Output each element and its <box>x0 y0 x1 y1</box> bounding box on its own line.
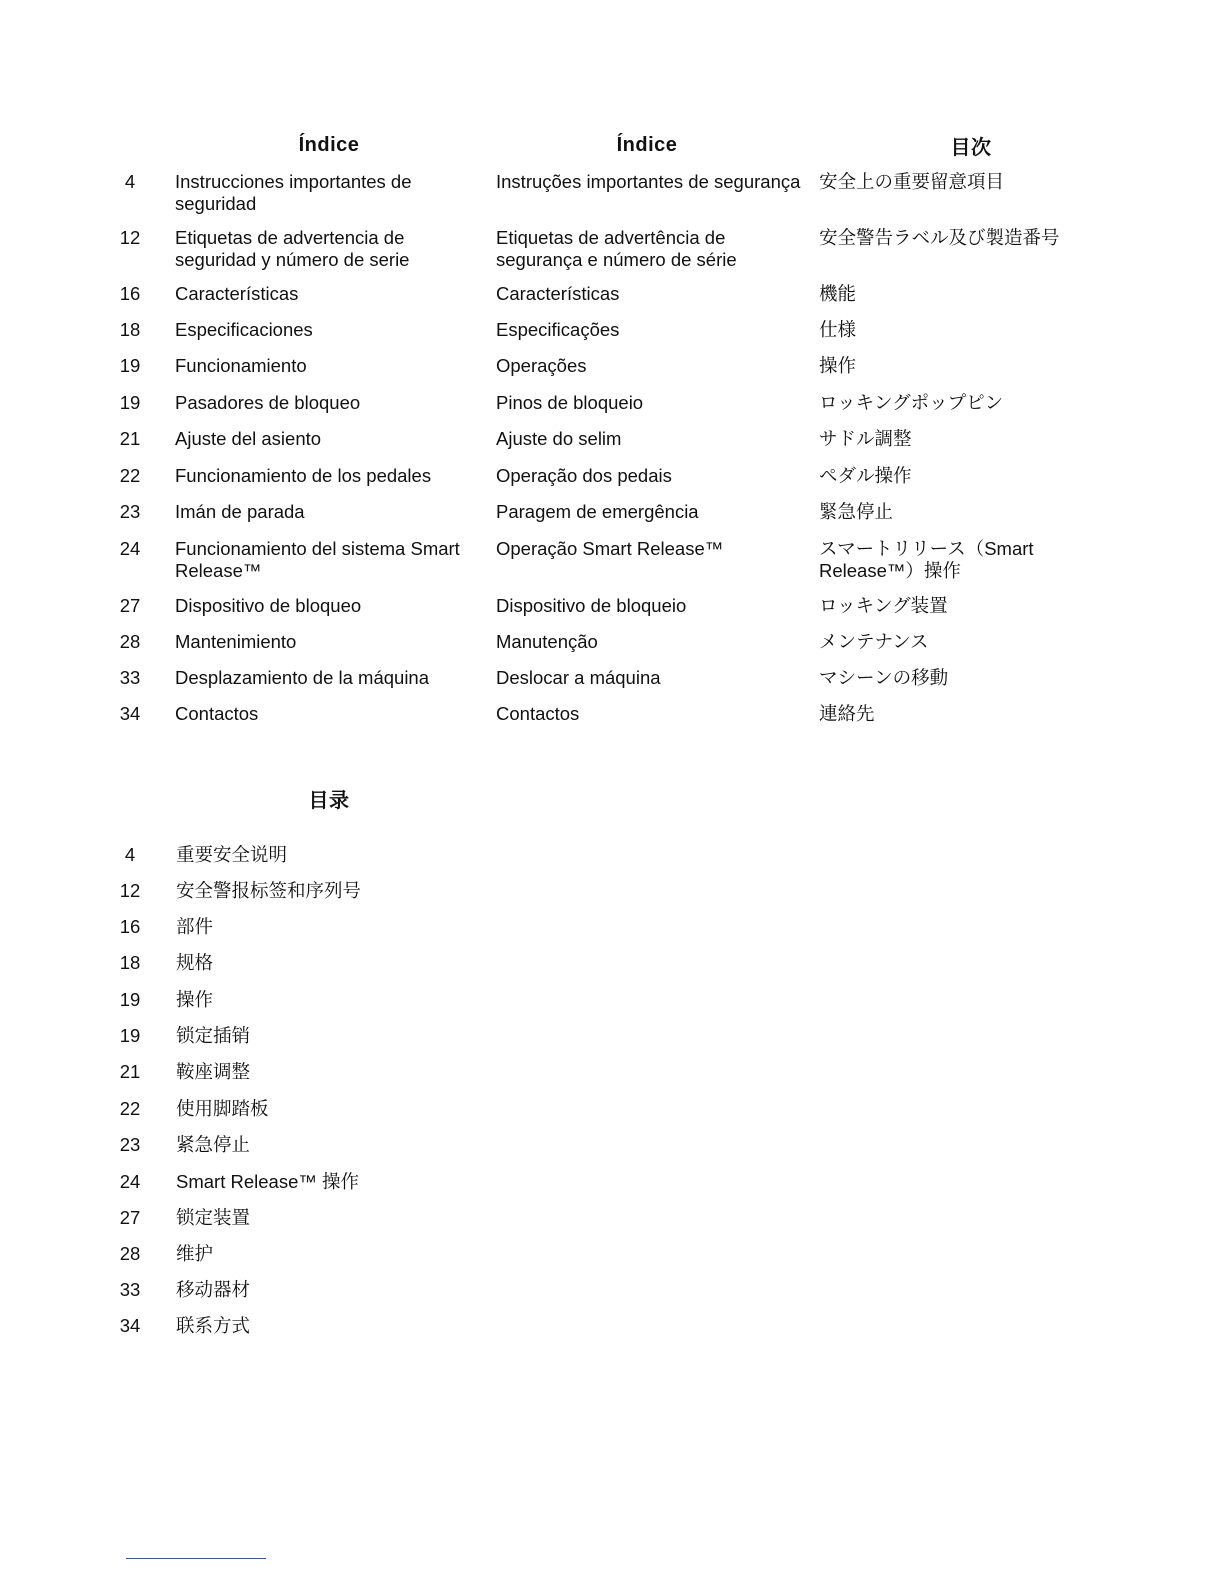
spanish-entry: Etiquetas de advertencia de seguridad y número de serie <box>175 227 410 270</box>
chinese-index-heading: 目录 <box>308 790 350 812</box>
portuguese-entry: Pinos de bloqueio <box>496 392 644 413</box>
spanish-entry: Funcionamiento del sistema Smart Release™ <box>175 538 460 581</box>
portuguese-entry: Paragem de emergência <box>496 501 699 522</box>
page-number: 27 <box>119 595 141 616</box>
chinese-entry: 联系方式 <box>176 1315 251 1336</box>
japanese-entry: ペダル操作 <box>819 465 912 486</box>
spanish-entry: Desplazamiento de la máquina <box>175 667 430 688</box>
portuguese-entry: Especificações <box>496 319 620 340</box>
chinese-entry: 维护 <box>176 1243 214 1264</box>
portuguese-entry: Operações <box>496 355 587 376</box>
japanese-entry: マシーンの移動 <box>819 667 949 688</box>
portuguese-entry: Deslocar a máquina <box>496 667 661 688</box>
japanese-entry: ロッキングポップピン <box>819 392 1004 413</box>
page-number: 21 <box>119 428 141 449</box>
portuguese-entry: Ajuste do selim <box>496 428 622 449</box>
chinese-entry: 规格 <box>176 952 214 973</box>
spanish-entry: Instrucciones importantes de seguridad <box>175 171 412 214</box>
portuguese-entry: Instruções importantes de segurança <box>496 171 801 192</box>
chinese-entry: 安全警报标签和序列号 <box>176 880 362 901</box>
page-number: 4 <box>124 844 136 865</box>
chinese-entry: 部件 <box>176 916 214 937</box>
chinese-entry: Smart Release™ 操作 <box>176 1171 359 1192</box>
chinese-entry: 鞍座调整 <box>176 1061 251 1082</box>
spanish-entry: Mantenimiento <box>175 631 297 652</box>
portuguese-entry: Manutenção <box>496 631 598 652</box>
spanish-entry: Funcionamiento de los pedales <box>175 465 432 486</box>
chinese-entry: 操作 <box>176 989 214 1010</box>
page-number: 27 <box>119 1207 141 1228</box>
page-number: 22 <box>119 465 141 486</box>
page-number: 18 <box>119 319 141 340</box>
chinese-entry: 锁定装置 <box>176 1207 251 1228</box>
japanese-entry: サドル調整 <box>819 428 912 449</box>
footer-rule <box>126 1558 266 1559</box>
spanish-index-heading: Índice <box>298 134 360 156</box>
page-number: 21 <box>119 1061 141 1082</box>
page-number: 4 <box>124 171 136 192</box>
japanese-entry: 機能 <box>819 283 857 304</box>
spanish-entry: Pasadores de bloqueo <box>175 392 361 413</box>
page-number: 33 <box>119 667 141 688</box>
japanese-entry: 安全警告ラベル及び製造番号 <box>819 227 1060 248</box>
chinese-entry: 使用脚踏板 <box>176 1098 269 1119</box>
page-number: 24 <box>119 1171 141 1192</box>
portuguese-entry: Dispositivo de bloqueio <box>496 595 687 616</box>
portuguese-entry: Etiquetas de advertência de segurança e número de série <box>496 227 737 270</box>
chinese-entry: 锁定插销 <box>176 1025 251 1046</box>
page-number: 33 <box>119 1279 141 1300</box>
page-number: 19 <box>119 392 141 413</box>
page-number: 28 <box>119 631 141 652</box>
page-number: 24 <box>119 538 141 559</box>
page-number: 22 <box>119 1098 141 1119</box>
spanish-entry: Características <box>175 283 299 304</box>
page-number: 34 <box>119 703 141 724</box>
japanese-entry: 連絡先 <box>819 703 875 724</box>
page-number: 23 <box>119 1134 141 1155</box>
japanese-entry: ロッキング装置 <box>819 595 948 616</box>
portuguese-entry: Contactos <box>496 703 580 724</box>
japanese-entry: スマートリリース（Smart Release™）操作 <box>819 538 1034 581</box>
chinese-entry: 重要安全说明 <box>176 844 288 865</box>
page-number: 28 <box>119 1243 141 1264</box>
page-number: 34 <box>119 1315 141 1336</box>
japanese-entry: 安全上の重要留意項目 <box>819 171 1005 192</box>
portuguese-index-heading: Índice <box>616 134 678 156</box>
chinese-entry: 移动器材 <box>176 1279 251 1300</box>
spanish-entry: Dispositivo de bloqueo <box>175 595 362 616</box>
page-number: 23 <box>119 501 141 522</box>
japanese-entry: 操作 <box>819 355 857 376</box>
portuguese-entry: Operação dos pedais <box>496 465 672 486</box>
page-number: 16 <box>119 916 141 937</box>
japanese-entry: メンテナンス <box>819 631 929 652</box>
page-number: 18 <box>119 952 141 973</box>
page-number: 19 <box>119 355 141 376</box>
japanese-index-heading: 目次 <box>950 137 992 159</box>
portuguese-entry: Características <box>496 283 620 304</box>
spanish-entry: Especificaciones <box>175 319 313 340</box>
spanish-entry: Contactos <box>175 703 259 724</box>
chinese-entry: 紧急停止 <box>176 1134 251 1155</box>
portuguese-entry: Operação Smart Release™ <box>496 538 724 559</box>
japanese-entry: 仕様 <box>819 319 857 340</box>
page-number: 12 <box>119 880 141 901</box>
page-number: 16 <box>119 283 141 304</box>
page-number: 19 <box>119 1025 141 1046</box>
page-number: 12 <box>119 227 141 248</box>
spanish-entry: Imán de parada <box>175 501 305 522</box>
page-number: 19 <box>119 989 141 1010</box>
japanese-entry: 緊急停止 <box>819 501 894 522</box>
spanish-entry: Ajuste del asiento <box>175 428 322 449</box>
spanish-entry: Funcionamiento <box>175 355 307 376</box>
